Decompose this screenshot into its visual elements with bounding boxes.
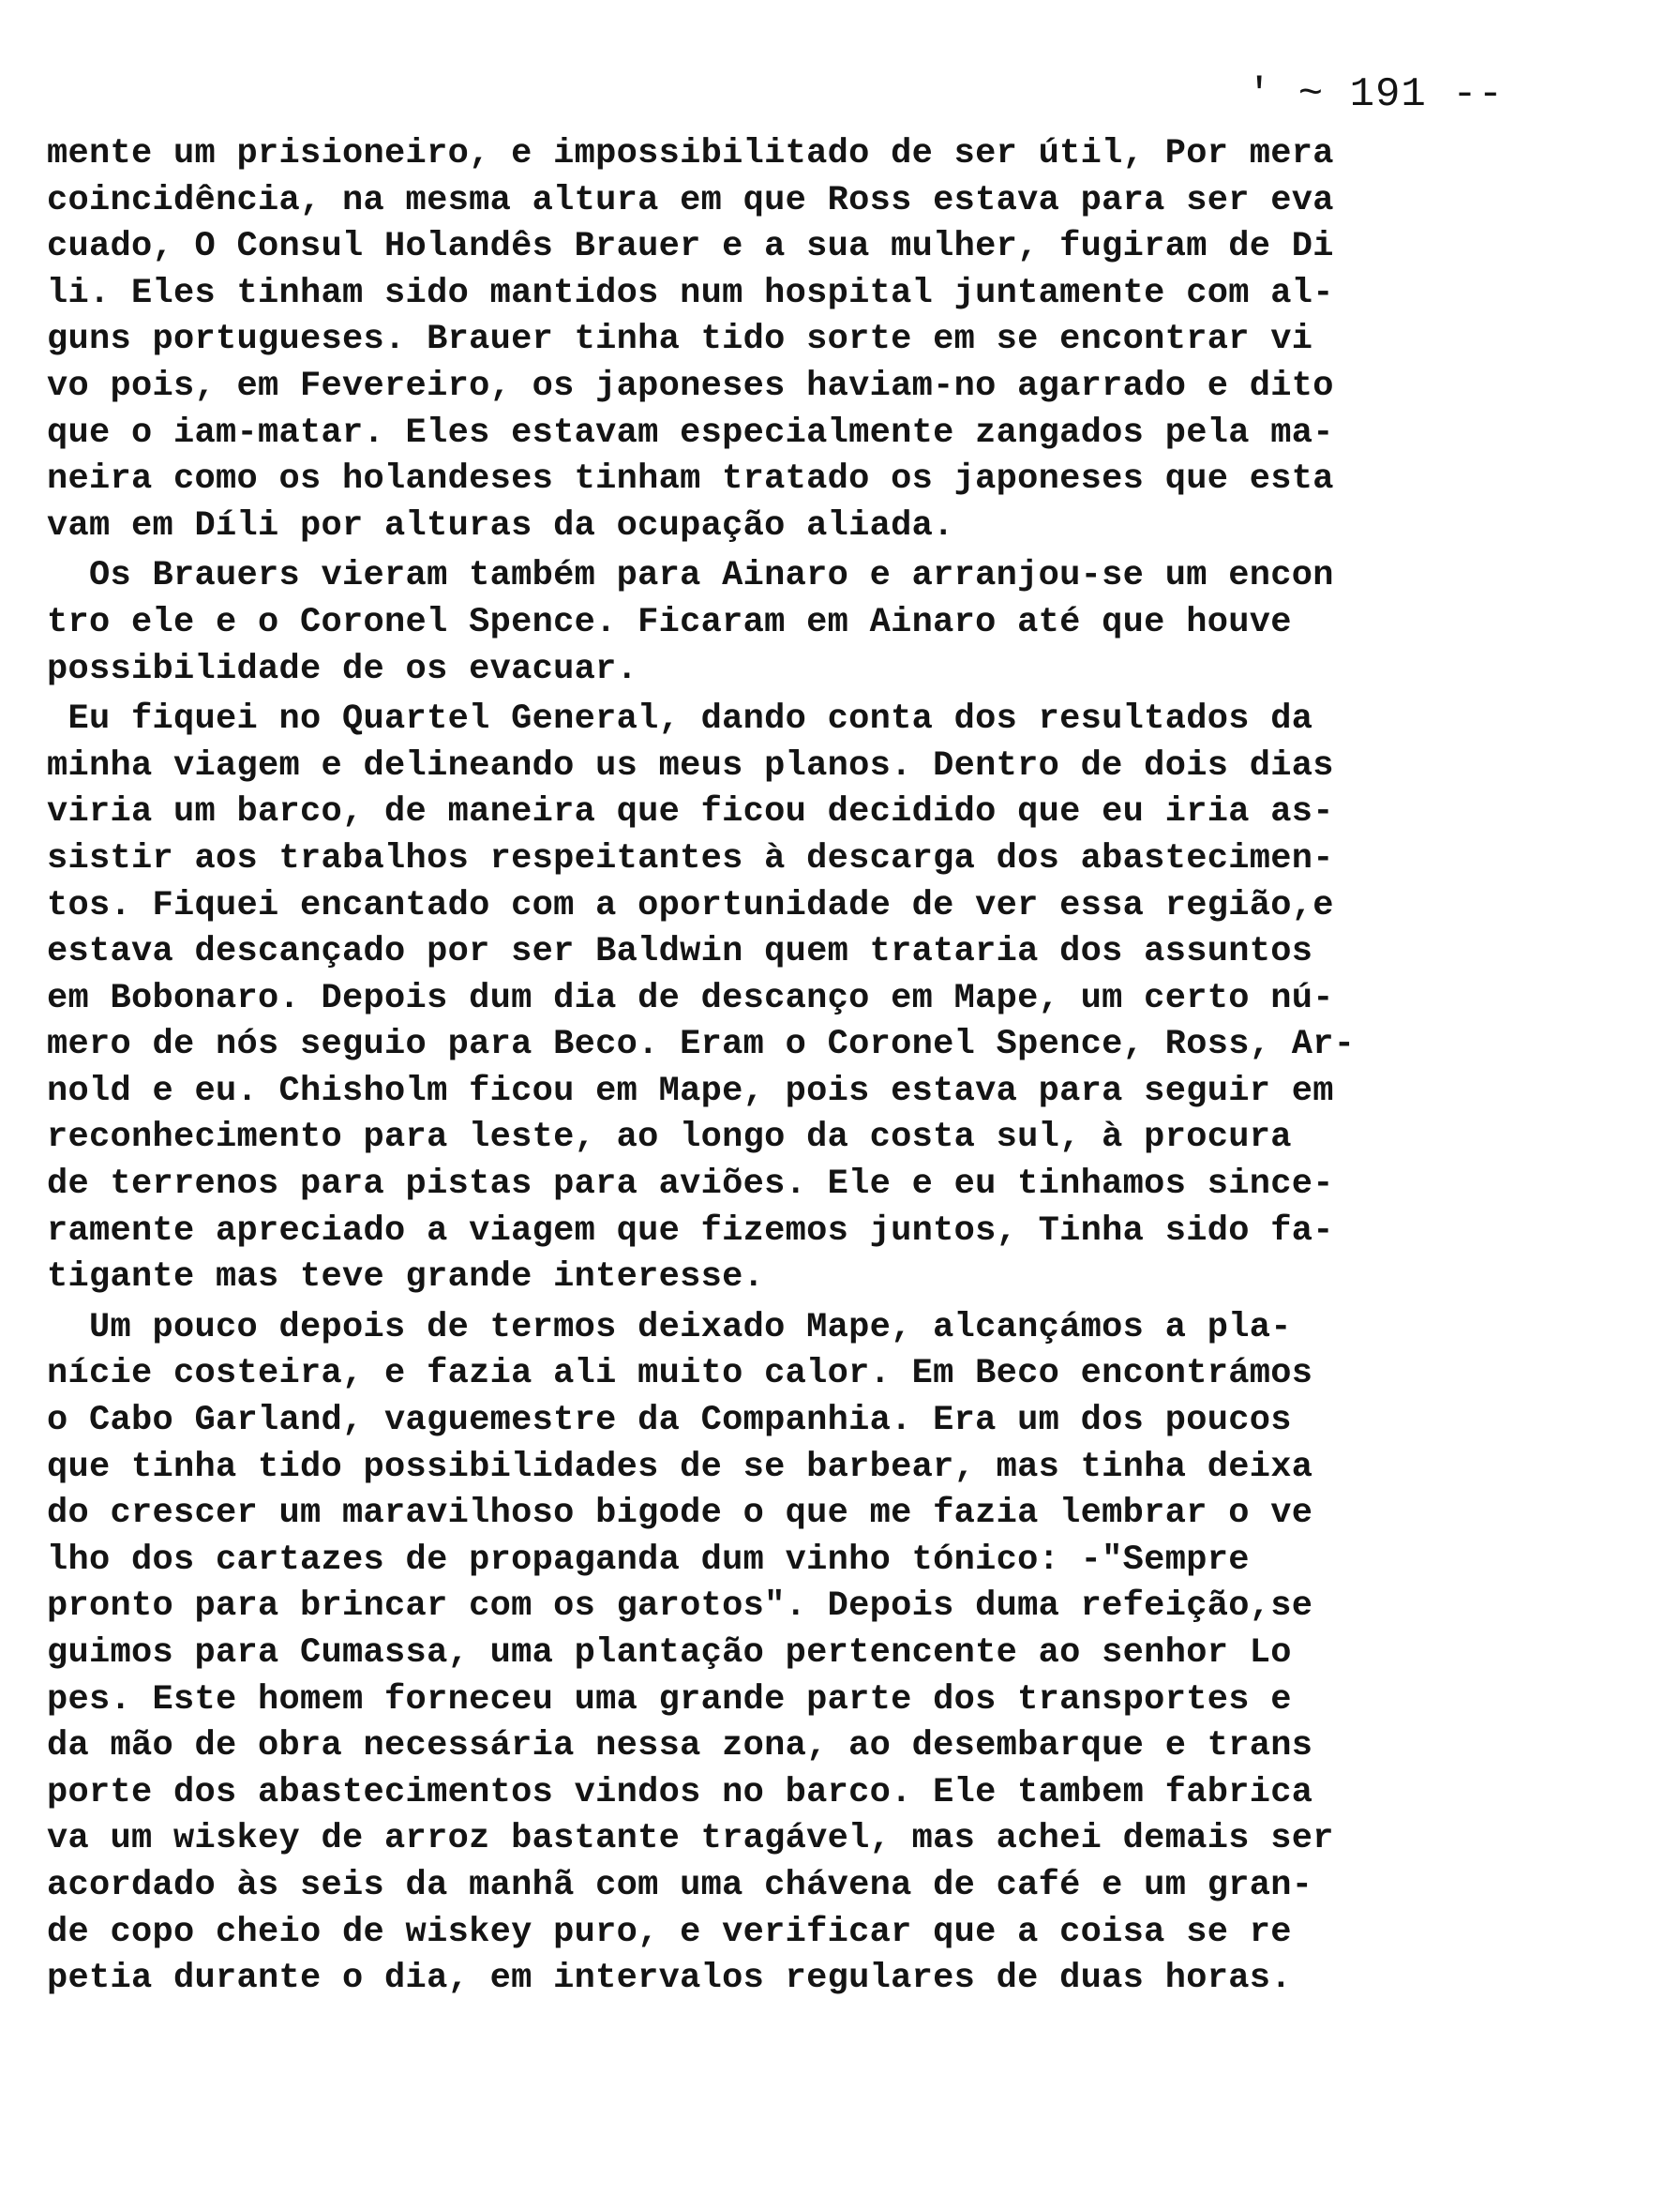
text-line: guns portugueses. Brauer tinha tido sorte em se encontrar vi xyxy=(47,320,1313,360)
text-line: ramente apreciado a viagem que fizemos juntos, Tinha sido fa- xyxy=(47,1210,1334,1251)
text-line: tigante mas teve grande interesse. xyxy=(47,1257,765,1298)
text-line: nície costeira, e fazia ali muito calor. Em Beco encontrámos xyxy=(47,1354,1313,1394)
text-line: de copo cheio de wiskey puro, e verificar que a coisa se re xyxy=(47,1912,1292,1952)
text-line: li. Eles tinham sido mantidos num hospital juntamente com al- xyxy=(47,273,1334,313)
paragraph-1 xyxy=(47,131,1500,549)
text-line: cuado, O Consul Holandês Brauer e a sua mulher, fugiram de Di xyxy=(47,227,1334,267)
text-line: pronto para brincar com os garotos". Depois duma refeição,se xyxy=(47,1586,1313,1627)
text-line: mente um prisioneiro, e impossibilitado de ser útil, Por mera xyxy=(47,134,1334,173)
text-line: guimos para Cumassa, uma plantação pertencente ao senhor Lo xyxy=(47,1633,1292,1673)
paragraph-2 xyxy=(47,553,1500,693)
text-line: Os Brauers vieram também para Ainaro e arranjou-se um encon xyxy=(47,556,1334,596)
text-line: possibilidade de os evacuar. xyxy=(47,649,638,689)
text-line: vam em Díli por alturas da ocupação aliada. xyxy=(47,505,954,546)
text-line: nold e eu. Chisholm ficou em Mape, pois estava para seguir em xyxy=(47,1071,1334,1111)
text-line: petia durante o dia, em intervalos regulares de duas horas. xyxy=(47,1959,1292,1999)
text-line: do crescer um maravilhoso bigode o que me fazia lembrar o ve xyxy=(47,1494,1313,1534)
text-line: Um pouco depois de termos deixado Mape, alcançámos a pla- xyxy=(47,1307,1292,1347)
text-line: sistir aos trabalhos respeitantes à descarga dos abastecimen- xyxy=(47,838,1334,879)
text-line: viria um barco, de maneira que ficou decidido que eu iria as- xyxy=(47,792,1334,833)
text-line: da mão de obra necessária nessa zona, ao desembarque e trans xyxy=(47,1726,1313,1766)
text-line: que tinha tido possibilidades de se barbear, mas tinha deixa xyxy=(47,1447,1313,1487)
text-line: o Cabo Garland, vaguemestre da Companhia. Era um dos poucos xyxy=(47,1401,1292,1441)
text-line: tos. Fiquei encantado com a oportunidade de ver essa região,e xyxy=(47,885,1334,925)
text-line: tro ele e o Coronel Spence. Ficaram em Ainaro até que houve xyxy=(47,602,1292,642)
text-line: lho dos cartazes de propaganda dum vinho tónico: -"Sempre xyxy=(47,1540,1250,1580)
page-number: ' ~ 191 -- xyxy=(1247,71,1505,118)
text-line: em Bobonaro. Depois dum dia de descanço em Mape, um certo nú- xyxy=(47,978,1334,1018)
body-text xyxy=(47,131,1500,2003)
text-line: mero de nós seguio para Beco. Eram o Coronel Spence, Ross, Ar- xyxy=(47,1025,1356,1065)
text-line: coincidência, na mesma altura em que Ross estava para ser eva xyxy=(47,180,1334,220)
text-line: vo pois, em Fevereiro, os japoneses haviam-no agarrado e dito xyxy=(47,366,1334,406)
text-line: de terrenos para pistas para aviões. Ele e eu tinhamos since- xyxy=(47,1165,1334,1205)
text-line: reconhecimento para leste, ao longo da costa sul, à procura xyxy=(47,1118,1292,1158)
text-line: que o iam-matar. Eles estavam especialmente zangados pela ma- xyxy=(47,413,1334,453)
paragraph-3 xyxy=(47,697,1500,1301)
text-line: neira como os holandeses tinham tratado os japoneses que esta xyxy=(47,459,1334,500)
text-line: minha viagem e delineando us meus planos. Dentro de dois dias xyxy=(47,745,1334,786)
text-line: porte dos abastecimentos vindos no barco. Ele tambem fabrica xyxy=(47,1772,1313,1812)
text-line: acordado às seis da manhã com uma chávena de café e um gran- xyxy=(47,1865,1313,1905)
text-line: va um wiskey de arroz bastante tragável, mas achei demais ser xyxy=(47,1819,1334,1859)
text-line: estava descançado por ser Baldwin quem trataria dos assuntos xyxy=(47,932,1313,972)
text-line: pes. Este homem forneceu uma grande parte dos transportes e xyxy=(47,1679,1292,1720)
paragraph-4 xyxy=(47,1305,1500,2003)
text-line: Eu fiquei no Quartel General, dando conta dos resultados da xyxy=(47,699,1313,740)
